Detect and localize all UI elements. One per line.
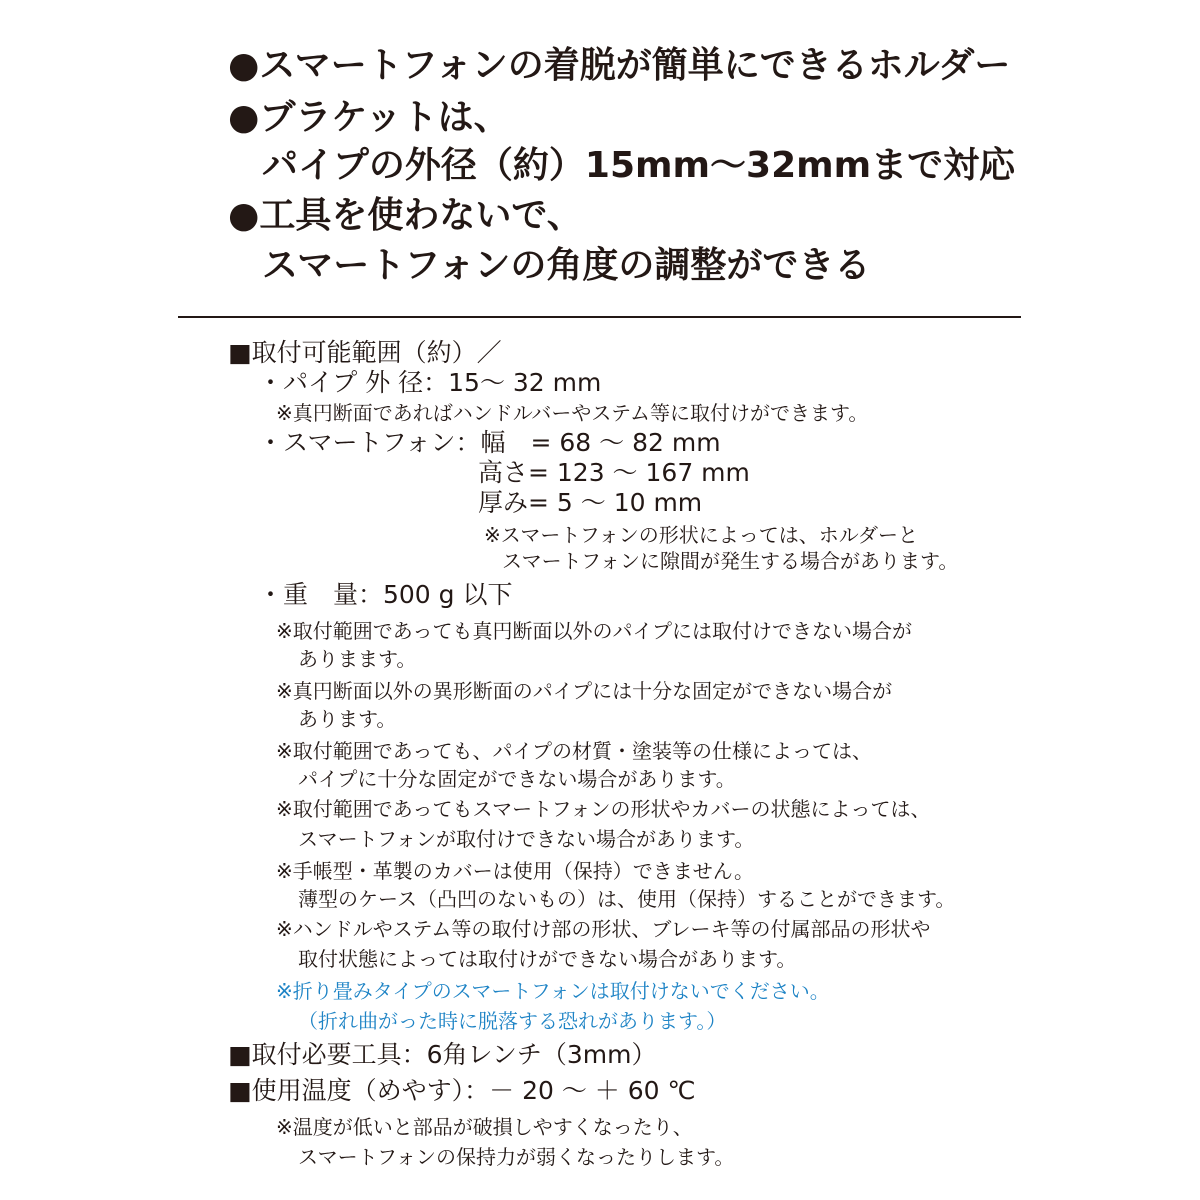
feature-easy-attach: ●スマートフォンの着脱が簡単にできるホルダー	[228, 45, 1011, 86]
feature-no-tools: ●工具を使わないで、	[228, 195, 583, 236]
note-line: ※真円断面以外の異形断面のパイプには十分な固定ができない場合が	[276, 679, 893, 703]
required-tool: ■取付必要工具：6角レンチ（3mm）	[228, 1040, 657, 1069]
phone-width-spec: ・スマートフォン：幅 = 68 〜 82 mm	[258, 428, 721, 457]
pipe-note: ※真円断面であればハンドルバーやステム等に取付けができます。	[276, 401, 869, 425]
note-line: パイプに十分な固定ができない場合があります。	[298, 767, 736, 791]
note-line: あります。	[298, 707, 397, 731]
weight-spec: ・重 量：500 g 以下	[258, 580, 513, 609]
phone-note-line-2: スマートフォンに隙間が発生する場合があります。	[502, 549, 959, 573]
note-line: ※取付範囲であっても真円断面以外のパイプには取付けできない場合が	[276, 619, 912, 643]
note-line: ※取付範囲であっても、パイプの材質・塗装等の仕様によっては、	[276, 739, 872, 763]
range-title: ■取付可能範囲（約）／	[228, 338, 502, 367]
operating-temperature: ■使用温度（めやす）：－ 20 〜 ＋ 60 ℃	[228, 1076, 696, 1105]
note-line: スマートフォンが取付けできない場合があります。	[298, 827, 755, 851]
note-line: 取付状態によっては取付けができない場合があります。	[298, 947, 797, 971]
note-line: ※手帳型・革製のカバーは使用（保持）できません。	[276, 859, 754, 883]
note-line: ありまます。	[298, 647, 417, 671]
note-line: ※ハンドルやステム等の取付け部の形状、ブレーキ等の付属部品の形状や	[276, 917, 931, 941]
note-line: ※取付範囲であってもスマートフォンの形状やカバーの状態によっては、	[276, 797, 931, 821]
folding-phone-warning: ※折り畳みタイプのスマートフォンは取付けないでください。	[276, 979, 830, 1003]
phone-thickness-spec: 厚み= 5 〜 10 mm	[478, 488, 703, 517]
phone-note-line-1: ※スマートフォンの形状によっては、ホルダーと	[484, 523, 918, 547]
feature-angle-adjust: スマートフォンの角度の調整ができる	[262, 245, 871, 286]
pipe-diameter-spec: ・パイプ 外 径：15〜 32 mm	[258, 368, 602, 397]
temperature-note-line-2: スマートフォンの保持力が弱くなったりします。	[298, 1145, 735, 1169]
feature-pipe-diameter: パイプの外径（約）15mm〜32mmまで対応	[262, 145, 1016, 186]
temperature-note-line-1: ※温度が低いと部品が破損しやすくなったり、	[276, 1115, 693, 1139]
phone-height-spec: 高さ= 123 〜 167 mm	[478, 458, 750, 487]
feature-bracket: ●ブラケットは、	[228, 97, 510, 138]
divider	[178, 316, 1021, 318]
folding-phone-warning-reason: （折れ曲がった時に脱落する恐れがあります。）	[298, 1009, 727, 1033]
note-line: 薄型のケース（凸凹のないもの）は、使用（保持）することができます。	[298, 887, 956, 911]
